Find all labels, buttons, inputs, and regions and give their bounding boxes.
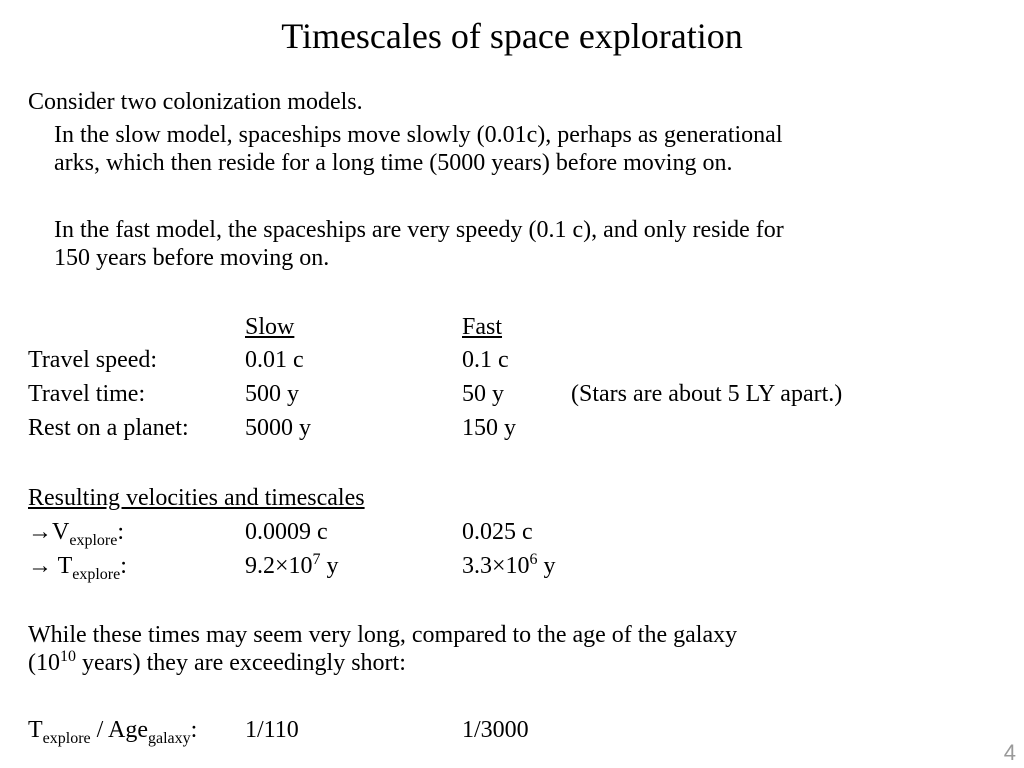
slow-model-line2: arks, which then reside for a long time (5000 years) before moving on. [54,150,733,176]
row-label-travel-time: Travel time: [28,381,146,407]
row-fast-travel-speed: 0.1 c [462,347,509,373]
row-note-travel-time: (Stars are about 5 LY apart.) [571,381,843,407]
v-explore-fast: 0.025 c [462,519,533,545]
row-slow-rest: 5000 y [245,415,311,441]
arrow-icon: → [28,519,52,545]
intro-text: Consider two colonization models. [28,89,363,115]
row-slow-travel-speed: 0.01 c [245,347,304,373]
row-fast-travel-time: 50 y [462,381,504,407]
fast-model-line2: 150 years before moving on. [54,245,330,271]
fast-model-line1: In the fast model, the spaceships are very speedy (0.1 c), and only reside for [54,217,784,243]
ratio-slow: 1/110 [245,717,299,743]
t-explore-label: → $T_{explore}$: [28,553,127,583]
ratio-label: $T_{explore} / Age_{galaxy}$: [28,717,198,747]
row-label-travel-speed: Travel speed: [28,347,158,373]
results-heading: Resulting velocities and timescales [28,485,365,511]
t-explore-slow: $9.2\times 10^7$ y [245,551,339,579]
v-explore-label: $\to V_{explore}$: [28,519,124,549]
row-label-rest: Rest on a planet: [28,415,189,441]
row-slow-travel-time: 500 y [245,381,299,407]
t-explore-fast: $3.3\times 10^6$ y [462,551,556,579]
header-fast: Fast [462,314,503,340]
header-slow: Slow [245,314,295,340]
conclusion-line2: ($10^{10}$ years) they are exceedingly short: [28,648,406,676]
slide-number: 4 [1003,740,1016,765]
slide-title: Timescales of space exploration [281,16,743,56]
v-explore-slow: 0.0009 c [245,519,328,545]
row-fast-rest: 150 y [462,415,516,441]
conclusion-line1: While these times may seem very long, compared to the age of the galaxy [28,622,738,648]
ratio-fast: 1/3000 [462,717,529,743]
slow-model-line1: In the slow model, spaceships move slowly (0.01c), perhaps as generational [54,122,783,148]
arrow-icon: → [28,553,52,579]
